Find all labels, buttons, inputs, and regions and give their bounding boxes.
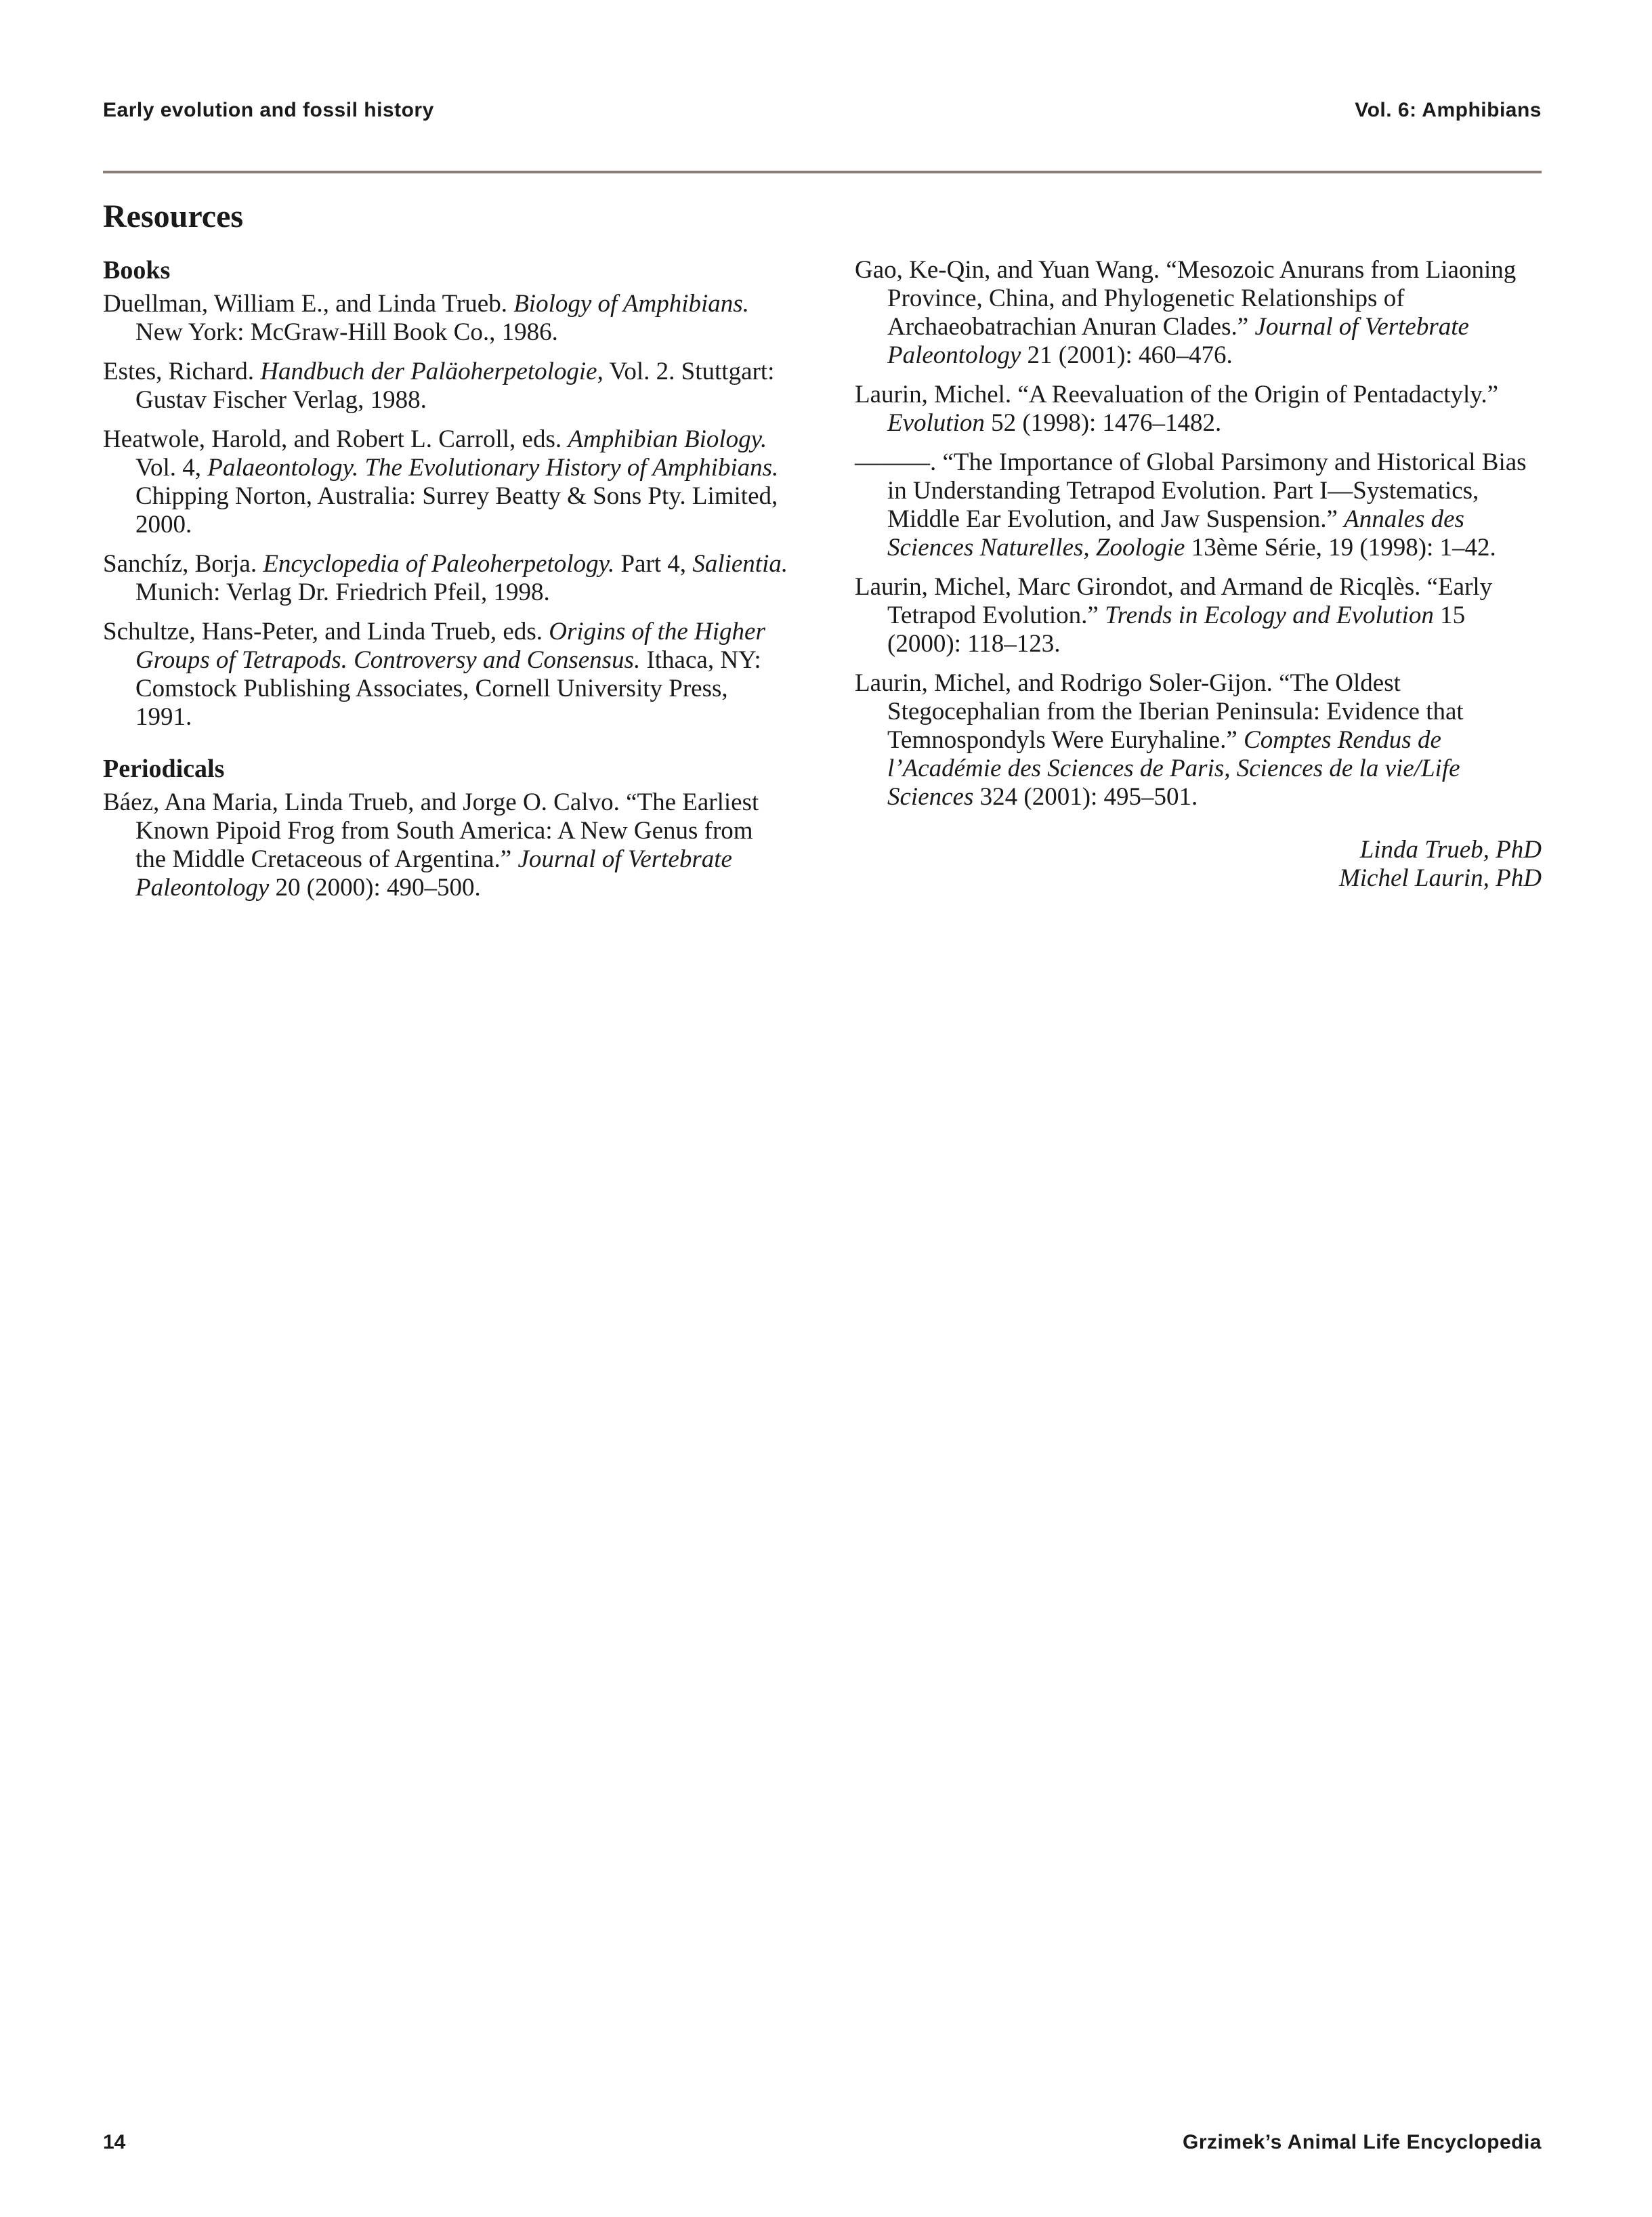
author-signature bbox=[855, 836, 1542, 893]
author-name: Michel Laurin, PhD bbox=[1338, 864, 1542, 892]
books-heading: Books bbox=[103, 256, 171, 284]
running-header-right: Vol. 6: Amphibians bbox=[1355, 99, 1542, 121]
right-column bbox=[855, 256, 1542, 893]
left-column bbox=[103, 256, 788, 913]
book-ref: Estes, Richard. Handbuch der Paläoherpetologie, Vol. 2. Stuttgart: Gustav Fischer Verlag, 1988. bbox=[103, 358, 775, 414]
page-number: 14 bbox=[103, 2131, 126, 2153]
periodical-ref: Laurin, Michel, Marc Girondot, and Armand de Ricqlès. “Early Tetrapod Evolution.” Trends in Ecology and Evolution 15 (2000): 118–123. bbox=[855, 573, 1493, 658]
periodical-ref: Laurin, Michel. “A Reevaluation of the Origin of Pentadactyly.” Evolution 52 (1998): 1476–1482. bbox=[855, 381, 1499, 437]
header-divider bbox=[103, 171, 1542, 173]
book-ref: Schultze, Hans-Peter, and Linda Trueb, eds. Origins of the Higher Groups of Tetrapods. Controversy and Consensus. Ithaca, NY: Comstock Publishing Associates, Cornell University Press, 1991. bbox=[103, 618, 765, 731]
author-name: Linda Trueb, PhD bbox=[1359, 836, 1542, 864]
periodical-ref: Gao, Ke-Qin, and Yuan Wang. “Mesozoic Anurans from Liaoning Province, China, and Phylogenetic Relationships of Archaeobatrachian Anuran Clades.” Journal of Vertebrate Paleontology 21 (2001): 460–476. bbox=[855, 256, 1517, 369]
book-ref: Duellman, William E., and Linda Trueb. Biology of Amphibians. New York: McGraw-Hill Book Co., 1986. bbox=[103, 290, 749, 346]
periodicals-heading: Periodicals bbox=[103, 755, 225, 783]
book-ref: Heatwole, Harold, and Robert L. Carroll, eds. Amphibian Biology. Vol. 4, Palaeontology. The Evolutionary History of Amphibians. Chipping Norton, Australia: Surrey Beatty & Sons Pty. Limited, 2000. bbox=[103, 425, 779, 539]
running-header-left: Early evolution and fossil history bbox=[103, 99, 434, 121]
section-title: Resources bbox=[103, 198, 244, 234]
footer-title: Grzimek’s Animal Life Encyclopedia bbox=[1183, 2131, 1542, 2153]
periodical-ref: ———. “The Importance of Global Parsimony and Historical Bias in Understanding Tetrapod Evolution. Part I—Systematics, Middle Ear Evolution, and Jaw Suspension.” Annales des Sciences Naturelles, Zoologie 13ème Série, 19 (1998): 1–42. bbox=[855, 448, 1527, 562]
periodical-ref: Laurin, Michel, and Rodrigo Soler-Gijon. “The Oldest Stegocephalian from the Iberian Peninsula: Evidence that Temnospondyls Were Euryhaline.” Comptes Rendus de l’Académie des Sciences de Paris, Sciences de la vie/Life Sciences 324 (2001): 495–501. bbox=[855, 669, 1464, 811]
periodical-ref: Báez, Ana Maria, Linda Trueb, and Jorge O. Calvo. “The Earliest Known Pipoid Frog from South America: A New Genus from the Middle Cretaceous of Argentina.” Journal of Vertebrate Paleontology 20 (2000): 490–500. bbox=[103, 788, 759, 902]
book-ref: Sanchíz, Borja. Encyclopedia of Paleoherpetology. Part 4, Salientia. Munich: Verlag Dr. Friedrich Pfeil, 1998. bbox=[103, 550, 788, 606]
